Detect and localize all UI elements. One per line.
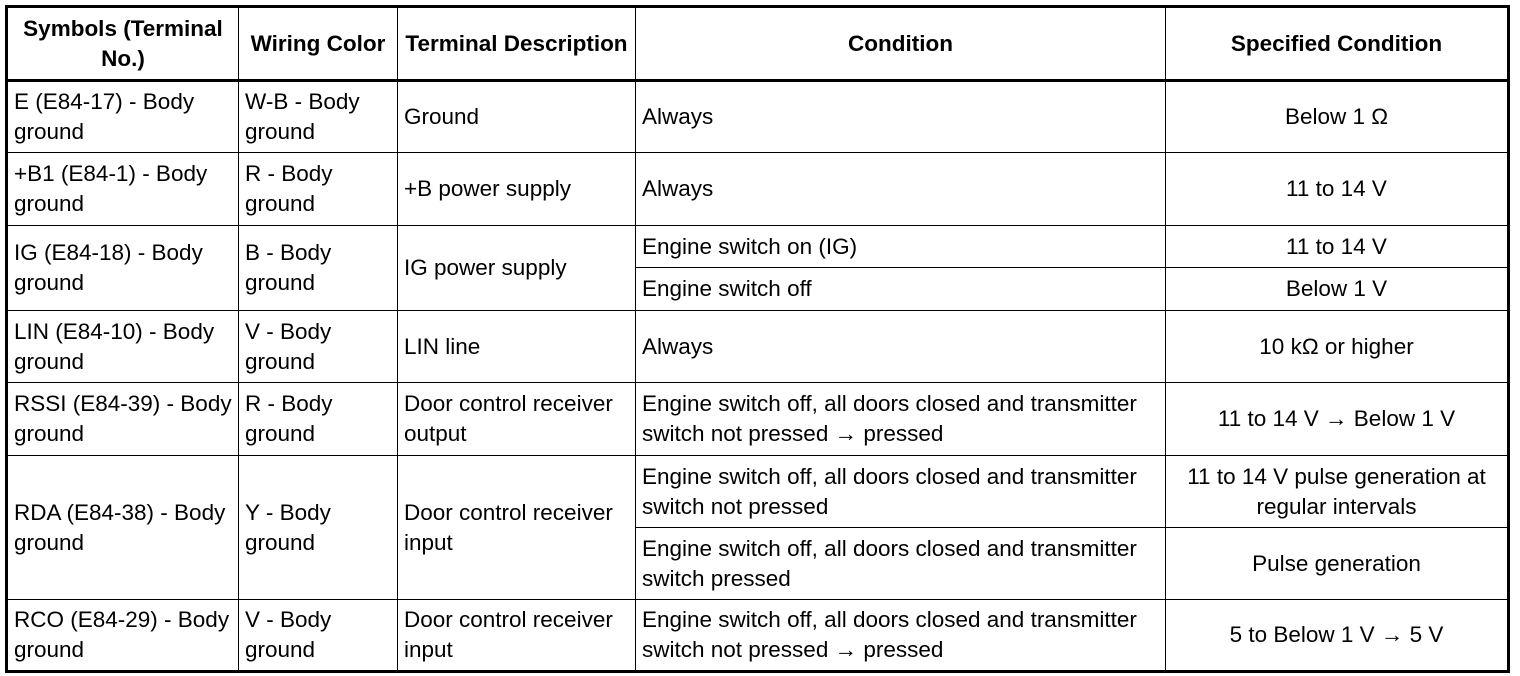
table-row bbox=[7, 81, 1509, 153]
table-row bbox=[7, 600, 1509, 672]
condition-cell: Engine switch off, all doors closed and transmitter switch not pressed → pressed bbox=[636, 600, 1166, 672]
wiring-cell: R - Body ground bbox=[239, 153, 398, 226]
condition-cell: Engine switch off, all doors closed and transmitter switch not pressed bbox=[636, 456, 1166, 528]
table-row bbox=[7, 456, 1509, 528]
condition-cell: Engine switch on (IG) bbox=[636, 226, 1166, 268]
header-wiring-color: Wiring Color bbox=[239, 7, 398, 81]
symbol-cell: RCO (E84-29) - Body ground bbox=[7, 600, 239, 672]
symbol-cell: +B1 (E84-1) - Body ground bbox=[7, 153, 239, 226]
terminal-spec-table bbox=[5, 5, 1510, 673]
wiring-cell: R - Body ground bbox=[239, 383, 398, 456]
condition-cell: Engine switch off, all doors closed and transmitter switch not pressed → pressed bbox=[636, 383, 1166, 456]
header-specified-condition: Specified Condition bbox=[1166, 7, 1509, 81]
wiring-cell: V - Body ground bbox=[239, 311, 398, 383]
header-row bbox=[7, 7, 1509, 81]
condition-cell: Engine switch off, all doors closed and transmitter switch pressed bbox=[636, 528, 1166, 600]
description-cell: Door control receiver input bbox=[398, 456, 636, 600]
specified-cell: Below 1 Ω bbox=[1166, 81, 1509, 153]
description-cell: LIN line bbox=[398, 311, 636, 383]
header-symbols: Symbols (Terminal No.) bbox=[7, 7, 239, 81]
specified-cell: 10 kΩ or higher bbox=[1166, 311, 1509, 383]
description-cell: +B power supply bbox=[398, 153, 636, 226]
symbol-cell: LIN (E84-10) - Body ground bbox=[7, 311, 239, 383]
specified-cell: 11 to 14 V pulse generation at regular intervals bbox=[1166, 456, 1509, 528]
wiring-cell: V - Body ground bbox=[239, 600, 398, 672]
description-cell: Door control receiver output bbox=[398, 383, 636, 456]
table-row bbox=[7, 383, 1509, 456]
table-row bbox=[7, 153, 1509, 226]
symbol-cell: RSSI (E84-39) - Body ground bbox=[7, 383, 239, 456]
header-condition: Condition bbox=[636, 7, 1166, 81]
specified-cell: 11 to 14 V bbox=[1166, 153, 1509, 226]
description-cell: IG power supply bbox=[398, 226, 636, 311]
specified-cell: 11 to 14 V bbox=[1166, 226, 1509, 268]
wiring-cell: Y - Body ground bbox=[239, 456, 398, 600]
wiring-cell: B - Body ground bbox=[239, 226, 398, 311]
description-cell: Ground bbox=[398, 81, 636, 153]
wiring-cell: W-B - Body ground bbox=[239, 81, 398, 153]
condition-cell: Always bbox=[636, 153, 1166, 226]
symbol-cell: RDA (E84-38) - Body ground bbox=[7, 456, 239, 600]
condition-cell: Always bbox=[636, 81, 1166, 153]
symbol-cell: E (E84-17) - Body ground bbox=[7, 81, 239, 153]
description-cell: Door control receiver input bbox=[398, 600, 636, 672]
specified-cell: Pulse generation bbox=[1166, 528, 1509, 600]
table-row bbox=[7, 311, 1509, 383]
header-terminal-description: Terminal Description bbox=[398, 7, 636, 81]
specified-cell: Below 1 V bbox=[1166, 268, 1509, 311]
symbol-cell: IG (E84-18) - Body ground bbox=[7, 226, 239, 311]
table-row bbox=[7, 226, 1509, 268]
specified-cell: 5 to Below 1 V → 5 V bbox=[1166, 600, 1509, 672]
condition-cell: Always bbox=[636, 311, 1166, 383]
condition-cell: Engine switch off bbox=[636, 268, 1166, 311]
specified-cell: 11 to 14 V → Below 1 V bbox=[1166, 383, 1509, 456]
